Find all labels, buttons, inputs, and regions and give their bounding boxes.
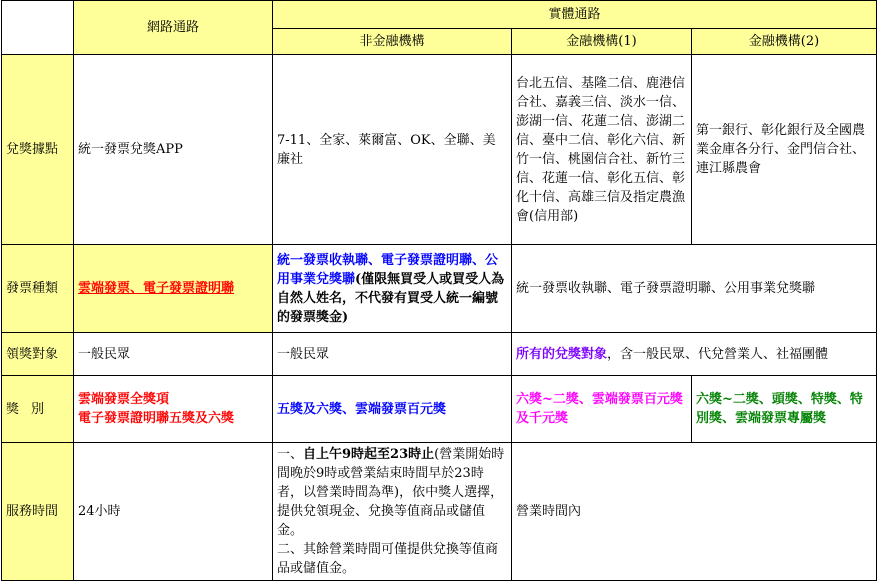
recipients-online: 一般民眾 <box>74 333 273 376</box>
header-non-financial: 非金融機構 <box>273 29 512 55</box>
invoice-types-non-financial <box>273 245 512 333</box>
invoice-types-online-text: 雲端發票、電子發票證明聯 <box>78 281 235 296</box>
hours-item-1-rest: (營業開始時間晚於9時或營業結束時間早於23時者，以營業時間為準)，依中獎人選擇，提供兌領現金、兌換等值商品或儲值金。 <box>277 447 505 538</box>
hours-financial: 營業時間內 <box>512 443 877 581</box>
recipients-financial-highlight: 所有的兌獎對象 <box>516 346 608 362</box>
hours-online: 24小時 <box>74 443 273 581</box>
hours-item-1-prefix: 一、 <box>277 447 304 462</box>
row-label-recipients: 領獎對象 <box>2 333 74 376</box>
recipients-financial <box>512 333 877 376</box>
prizes-online <box>74 376 273 443</box>
hours-non-financial-item-1 <box>277 445 507 540</box>
row-label-invoice-types: 發票種類 <box>2 245 74 333</box>
header-physical-channel: 實體通路 <box>273 1 877 29</box>
header-financial-2: 金融機構(2) <box>692 29 877 55</box>
hours-item-1-bold: 自上午9時起至23時止 <box>303 447 435 462</box>
row-label-locations: 兌獎據點 <box>2 55 74 245</box>
locations-financial-1: 台北五信、基隆二信、鹿港信合社、嘉義三信、淡水一信、澎湖一信、花蓮二信、澎湖二信、臺中二信、彰化六信、新竹一信、桃園信合社、新竹三信、花蓮一信、彰化五信、彰化十信、高雄三信及指定農漁會(信用部) <box>512 55 692 245</box>
invoice-types-financial: 統一發票收執聯、電子發票證明聯、公用事業兌獎聯 <box>512 245 877 333</box>
row-label-hours: 服務時間 <box>2 443 74 581</box>
recipients-non-financial: 一般民眾 <box>273 333 512 376</box>
locations-online: 統一發票兌獎APP <box>74 55 273 245</box>
invoice-types-non-financial-blue: 統一發票收執聯、電子發票證明聯、公用事業兌獎聯 <box>277 252 499 287</box>
prizes-financial-1: 六獎~二獎、雲端發票百元獎及千元獎 <box>512 376 692 443</box>
prizes-non-financial: 五獎及六獎、雲端發票百元獎 <box>273 376 512 443</box>
locations-financial-2: 第一銀行、彰化銀行及全國農業金庫各分行、金門信合社、連江縣農會 <box>692 55 877 245</box>
header-online-channel: 網路通路 <box>74 1 273 55</box>
invoice-types-online <box>74 245 273 333</box>
corner-cell <box>2 1 74 55</box>
recipients-financial-rest: ，含一般民眾、代兌營業人、社福團體 <box>607 346 829 362</box>
invoice-types-non-financial-note: (僅限無買受人或買受人為自然人姓名，不代發有買受人統一編號的發票獎金) <box>277 271 505 325</box>
hours-non-financial-item-2: 二、其餘營業時間可僅提供兌換等值商品或儲值金。 <box>277 542 499 576</box>
hours-non-financial <box>273 443 512 581</box>
header-financial-1: 金融機構(1) <box>512 29 692 55</box>
prizes-online-line-1: 雲端發票全獎項 <box>78 392 170 407</box>
prizes-online-line-2: 電子發票證明聯五獎及六獎 <box>78 411 235 426</box>
row-label-prizes: 獎別 <box>2 376 74 443</box>
locations-non-financial: 7-11、全家、萊爾富、OK、全聯、美廉社 <box>273 55 512 245</box>
prizes-financial-2: 六獎~二獎、頭獎、特獎、特別獎、雲端發票專屬獎 <box>692 376 877 443</box>
prize-redemption-table <box>1 0 877 581</box>
